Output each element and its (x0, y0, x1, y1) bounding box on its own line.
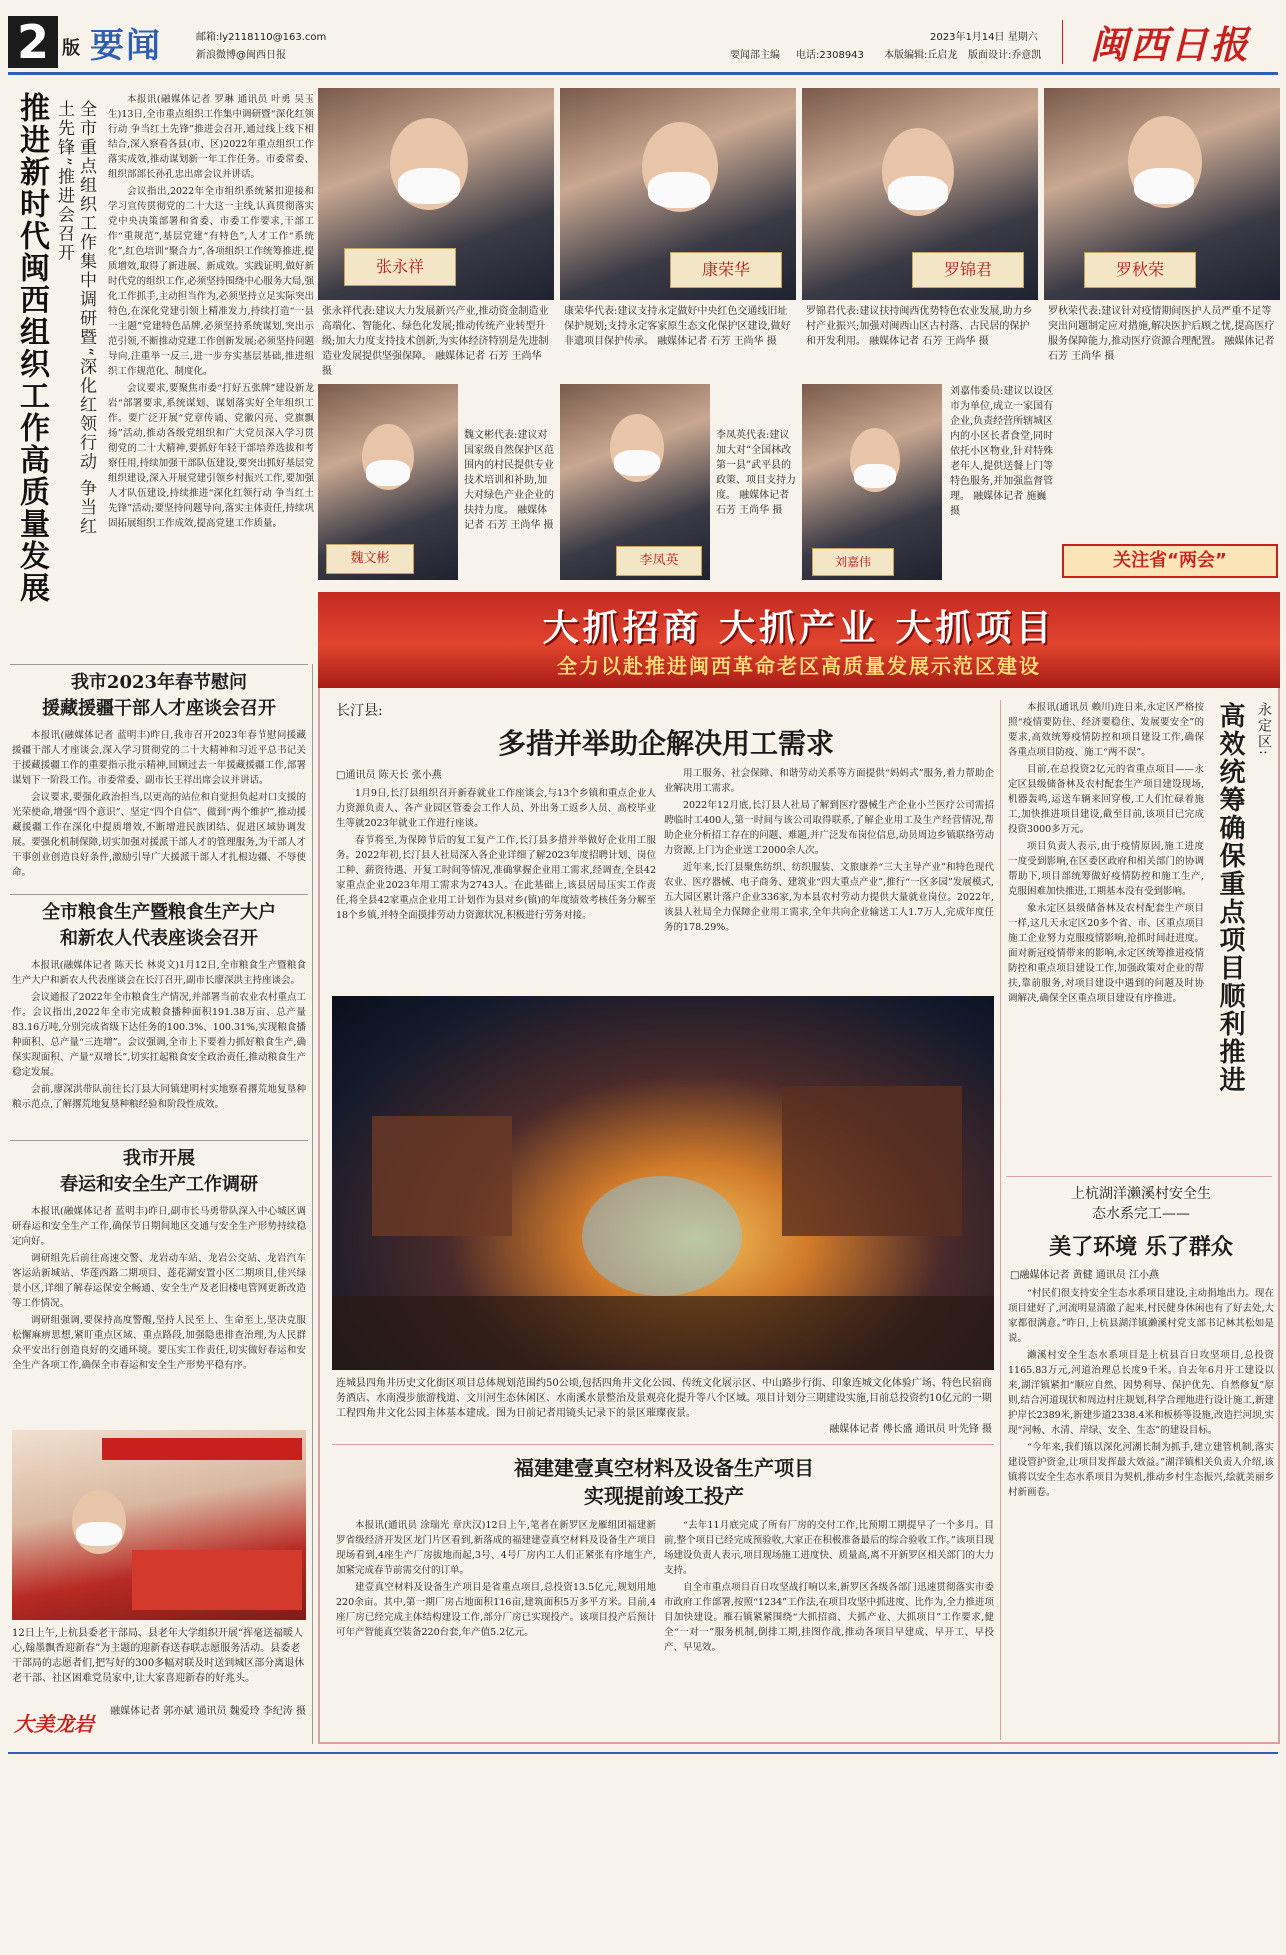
page-number: 2 (16, 15, 49, 69)
date: 2023年1月14日 星期六 (930, 32, 1038, 43)
photo-caption-5: 魏文彬代表:建议对国家级自然保护区范围内的村民提供专业技术培训和补助,加大对绿色产业企业的扶持力度。 融媒体记者 石芳 王尚华 摄 (464, 430, 554, 531)
article8-body-col2 (664, 1518, 994, 1738)
article3-title-line1: 全市粮食生产暨粮食生产大户 (42, 902, 276, 923)
photo-caption-6: 李凤英代表:建议加大对“全国林改第一县”武平县的政策、项目支持力度。 融媒体记者 石芳 王尚华 摄 (716, 430, 796, 516)
focus-two-sessions-tag (1062, 544, 1278, 578)
article2-title-line1: 我市2023年春节慰问 (70, 672, 248, 693)
banner-line1: 大抓招商 大抓产业 大抓项目 (542, 607, 1056, 649)
masthead-divider (1062, 20, 1063, 64)
email: 邮箱:ly2118110@163.com (196, 32, 327, 43)
article8-title-line1: 福建建壹真空材料及设备生产项目 (514, 1456, 814, 1480)
duty-editor: 本版编辑:丘启龙 (884, 50, 958, 61)
article4-title (10, 1146, 308, 1198)
banner-line2: 全力以赴推进闽西革命老区高质量发展示范区建设 (557, 654, 1041, 678)
article8-title-line2: 实现提前竣工投产 (584, 1484, 744, 1508)
photo-delegate-1 (318, 88, 554, 300)
article5-byline: □通讯员 陈天长 张小燕 (336, 770, 442, 781)
left-rule-1 (10, 664, 308, 665)
paragraph: 近年来,长汀县聚焦纺织、纺织服装、文旅康养“三大主导产业”和特色现代农业、医疗器械、电子商务、建筑业“四大重点产业”,推行“一区多园”发展模式,五大园区累计落户企业336家,为本县农村劳动力提供大量就业岗位。2022年,该县人社局全力保障企业用工需求,全年共向企业输送工人1.7万人,完成年度任务的178.29%。 (664, 862, 994, 933)
photo-calligraphy-caption: 12日上午,上杭县委老干部局、县老年大学组织开展“挥毫送福暖人心,翰墨飘香迎新春”为主题的迎新春送春联志愿服务活动。县委老干部局的志愿者们,把写好的300多幅对联及时送到城区部分离退休老干部、社区困难党员家中,让大家喜迎新春的好兆头。 (12, 1628, 305, 1684)
name-plate: 康荣华 (670, 252, 782, 288)
paragraph: 会前,廖深洪带队前往长汀县大同镇建明村实地察看撂荒地复垦种粮示范点,了解撂荒地复垦种粮经验和阶段性成效。 (12, 1084, 306, 1110)
photo-banner (102, 1438, 302, 1460)
article7-title: 美了环境 乐了群众 (1049, 1234, 1233, 1260)
article5-title: 多措并举助企解决用工需求 (497, 727, 834, 760)
name-plate: 罗秋荣 (1084, 252, 1196, 288)
article1-title: 推进新时代闽西组织工作高质量发展 (14, 92, 49, 604)
phone: 电话:2308943 (796, 50, 864, 61)
right-rule (1006, 1176, 1272, 1177)
article3-body (12, 958, 306, 1136)
paragraph: 本报讯(融媒体记者 蓝明丰)昨日,我市召开2023年春节慰问援藏援疆干部人才座谈会,深入学习贯彻党的二十大精神和习近平总书记关于援藏援疆工作的重要指示批示精神,回顾过去一年援藏援疆工作,部署谋划下一阶段工作。市委常委、副市长王祥出席会议并讲话。 (12, 730, 306, 786)
paragraph: 本报讯(融媒体记者 罗琳 通讯员 叶勇 吴玉生)13日,全市重点组织工作集中调研暨“深化红领行动 争当红土先锋”推进会召开,通过线上线下相结合,深入察看各县(市、区)2022年重点组织工作落实成效,推动谋划新一年工作任务。市委常委、组织部部长孙孔忠出席会议并讲话。 (108, 94, 314, 180)
article4-title-line2: 春运和安全生产工作调研 (60, 1174, 258, 1195)
article2-title-line2: 援藏援疆干部人才座谈会召开 (42, 698, 276, 719)
article1-subtitle-2: 全市重点组织工作集中调研暨“深化红领行动 争当红 (76, 100, 96, 537)
photo-delegate-2 (560, 88, 796, 300)
paragraph: 会议要求,要聚焦市委“打好五张牌”建设新龙岩“部署要求,系统谋划、谋划落实好全年组织工作。要广泛开展“党章传诵、党徽闪亮、党旗飘扬”活动,推动各级党组织和广大党员深入学习贯彻党的二十大精神,要抓好年轻干部培养选拔和考察任用,持续加强干部队伍建设,要突出抓好基层党组织建设,深入开展党建引领乡村振兴工作,要加强人才队伍建设,持续推进“深化红领行动 争当红土先锋”活动;要坚持问题导向,落实主体责任,持续巩固拓展组织工作成效,提高党建工作质量。 (108, 383, 314, 529)
feature-banner (318, 592, 1280, 688)
left-rule-2 (10, 894, 308, 895)
page-number-badge (8, 16, 58, 68)
article7-kicker-line1: 上杭湖洋濑溪村安全生 (1071, 1186, 1211, 1202)
article2-body (12, 728, 306, 890)
paragraph: 本报讯(融媒体记者 陈天长 林炎文)1月12日,全市粮食生产暨粮食生产大户和新农人代表座谈会在长汀召开,副市长廖深洪主持座谈会。 (12, 960, 306, 986)
paragraph: “去年11月底完成了所有厂房的交付工作,比预期工期提早了一个多月。目前,整个项目已经完成预验收,大家正在积极准备最后的综合验收工作。”该项目现场建设负责人表示,项目现场施工进度快、质量高,离不开新罗区相关部门的大力支持。 (664, 1520, 994, 1576)
paragraph: 象永定区县级储备林及农村配套生产项目一样,这几天永定区20多个省、市、区重点项目施工企业努力克服疫情影响,抢抓时间赶进度。面对新冠疫情带来的影响,永定区统筹推进疫情防控和重点项目建设工作,加强政策对企业的帮扶,靠前服务,对项目建设中遇到的问题及时协调解决,确保全区重点项目建设有序推进。 (1008, 903, 1204, 1004)
name-plate: 张永祥 (344, 248, 456, 286)
photo-caption-2: 康荣华代表:建议支持永定做好中央红色交通线旧址保护规划;支持永定客家原生态文化保护区建设,做好非遗项目保护传承。 融媒体记者 石芳 王尚华 摄 (564, 306, 791, 347)
name-plate: 刘嘉伟 (812, 548, 894, 576)
designer: 版面设计:乔意凯 (968, 50, 1042, 61)
paragraph: 1月9日,长汀县组织召开新春就业工作座谈会,与13个乡镇和重点企业人力资源负责人、各产业园区管委会工作人员、外出务工返乡人员、高校毕业生等就2023年就业工作进行座谈。 (336, 788, 656, 829)
article3-title-line2: 和新农人代表座谈会召开 (60, 928, 258, 949)
left-rule-3 (10, 1140, 308, 1141)
photo-delegate-5 (318, 384, 458, 580)
article5-kicker: 长汀县: (336, 703, 383, 719)
paragraph: 本报讯(通讯员 赖川)连日来,永定区严格按照“疫情要防住、经济要稳住、发展要安全”的要求,高效统筹疫情防控和项目建设工作,确保各重点项目防疫、施工“两不误”。 (1008, 702, 1204, 758)
article6-kicker: 永定区: (1256, 702, 1272, 757)
dameilongyan-logo: 大美龙岩 (14, 1712, 94, 1736)
article4-body (12, 1204, 306, 1420)
paragraph: 自全市重点项目百日攻坚战打响以来,新罗区各级各部门迅速贯彻落实市委市政府工作部署,按照“1234”工作法,在项目攻坚中抓进度、比作为,全力推进项目加快建设。雁石镇紧紧围绕“大抓招商、大抓产业、大抓项目”工作要求,健全“一对一”服务机制,倒排工期,挂图作战,推动各项目早建成、早开工、早投产、早见效。 (664, 1582, 994, 1653)
article1-subtitle-1: 土先锋”推进会召开 (54, 100, 74, 263)
photo-caption-4: 罗秋荣代表:建议针对疫情期间医护人员严重不足等突出问题制定应对措施,解决医护后顾之忧,提高医疗服务保障能力,推动医疗资源合理配置。 融媒体记者 石芳 王尚华 摄 (1048, 306, 1275, 362)
paragraph: 项目负责人表示,由于疫情原因,施工进度一度受到影响,在区委区政府和相关部门的协调帮助下,项目部统筹做好疫情防控和施工生产,克服困难加快推进,工期基本没有受到影响。 (1008, 841, 1204, 897)
photo-night-scene (332, 996, 994, 1370)
article5-body-col2 (664, 766, 994, 990)
name-plate: 魏文彬 (326, 544, 414, 574)
photo-night-caption: 连城县四角井历史文化街区项目总体规划范围约50公顷,包括四角井文化公园、传统文化展示区、中山路步行街、印象连城文化体验广场、特色民宿商务酒店、水南漫步旅游栈道、文川河生态休闲区、水南溪水景整治及景观亮化提升等八个区域。项目计划分三期建设实施,目前总投资约10亿元的一期工程四角井文化公园主体基本建成。图为日前记者用镜头记录下的景区璀璨夜景。 (336, 1378, 992, 1419)
article5-body-col1 (336, 786, 656, 990)
editor: 要闻部主编 (730, 50, 780, 61)
page-suffix: 版 (62, 38, 80, 59)
paragraph: 春节将至,为保障节后的复工复产工作,长汀县多措并举做好企业用工服务。2022年初,长汀县人社局深入各企业详细了解2023年度招聘计划、岗位工种、薪资待遇、开复工时间等情况,准确掌握企业用工需求,经调查,全县42家重点企业2023年用工需求为2743人。在此基础上,该县居局压实工作责任,将全县42家重点企业用工计划作为县对乡(镇)的年度绩效考核任务分解至18个乡镇,并特全面摸排劳动力资源状况,积极进行劳务对接。 (336, 835, 656, 921)
article8-title (336, 1454, 992, 1510)
photo-night-credit: 融媒体记者 傅长盛 通讯员 叶先锋 摄 (829, 1424, 992, 1435)
article6-title: 高效统筹确保重点项目顺利推进 (1215, 702, 1245, 1094)
article6-body (1008, 700, 1204, 1168)
paragraph: 本报讯(融媒体记者 蓝明丰)昨日,副市长马勇带队深入中心城区调研春运和安全生产工作,确保节日期间地区交通与安全生产形势持续稳定向好。 (12, 1206, 306, 1247)
article7-byline: □融媒体记者 黄健 通讯员 江小燕 (1010, 1270, 1159, 1281)
paragraph: 会议通报了2022年全市粮食生产情况,并部署当前农业农村重点工作。会议指出,2022年全市完成粮食播种面积191.38万亩、总产量83.16万吨,分别完成省级下达任务的100.3%、100.31%,实现粮食播种面积、总产量“三连增”。会议强调,全市上下要着力抓好粮食生产,确保实现面积、产量“双增长”,切实扛起粮食安全政治责任,推动粮食生产稳定发展。 (12, 992, 306, 1078)
paragraph: 2022年12月底,长汀县人社局了解到医疗器械生产企业小兰医疗公司需招聘临时工400人,第一时间与该公司取得联系,了解企业用工及生产经营情况,帮助企业分析招工存在的问题、难题,并广泛发布岗位信息,动员周边乡镇联络劳动力资源,上门为企业送工2000余人次。 (664, 800, 994, 856)
article2-title (10, 670, 308, 722)
focus-tag-text: 关注省“两会” (1113, 550, 1227, 571)
article3-title (10, 900, 308, 952)
article7-kicker-line2: 态水系完工—— (1092, 1206, 1190, 1222)
masthead (0, 0, 1286, 78)
footer-rule (8, 1752, 1278, 1754)
column-divider (312, 664, 313, 1744)
paragraph: 会议要求,要强化政治担当,以更高的站位和自觉担负起对口支援的光荣使命,增强“四个意识”、坚定“四个自信”、做到“两个维护”,推动援藏援疆工作在深化中提质增效,不断增进民族团结、促进区域协调发展。要强化机制保障,切实加强对援派干部人才的管理服务,为干部人才干事创业创造良好条件,激励引导广大援派干部人才扎根边疆、不辱使命。 (12, 792, 306, 878)
paragraph: “村民们很支持安全生态水系项目建设,主动捐地出力。现在项目建好了,河流明显清澈了起来,村民健身休闲也有了好去处,大家都很满意。”昨日,上杭县湖洋镇濑溪村党支部书记林其松如是说。 (1008, 1288, 1274, 1344)
section-title: 要闻 (90, 26, 162, 66)
paragraph: “今年来,我们镇以深化河湖长制为抓手,建立建管机制,落实建设管护资金,让项目发挥最大效益。”湖洋镇相关负责人介绍,该镇将以安全生态水系项目为契机,推动乡村生态振兴,绘就美丽乡村新画卷。 (1008, 1442, 1274, 1498)
photo-caption-7: 刘嘉伟委员:建议以设区市为单位,成立一家国有企业,负责经营所辖城区内的小区长者食堂,同时依托小区物业,针对特殊老年人,提供送餐上门等特色服务,并加强监督管理。 融媒体记者 施巍 摄 (950, 386, 1054, 517)
paragraph: 目前,在总投资2亿元的省重点项目——永定区县级储备林及农村配套生产项目建设现场,机器轰鸣,运送车辆来回穿梭,工人们忙碌着施工,加快推进项目建设,截至目前,该项目已完成投资3000多万元。 (1008, 764, 1204, 835)
photo-delegate-3 (802, 88, 1038, 300)
paragraph: 调研组先后前往高速交警、龙岩动车站、龙岩公交站、龙岩汽车客运站新城站、华莲西路二期项目、莲花湖安置小区二期项目,佳兴绿景小区,详细了解春运保安全畅通、安全生产及老旧楼电管网更新改造等工作情况。 (12, 1253, 306, 1309)
paragraph: 用工服务、社会保障、和谐劳动关系等方面提供“妈妈式”服务,着力帮助企业解决用工需求。 (664, 768, 994, 794)
photo-calligraphy-credit: 融媒体记者 郭亦斌 通讯员 魏爱玲 李纪涛 摄 (110, 1706, 306, 1717)
article7-body (1008, 1286, 1274, 1738)
name-plate: 罗锦君 (912, 252, 1024, 288)
article4-title-line1: 我市开展 (123, 1148, 195, 1169)
name-plate: 李凤英 (616, 546, 702, 576)
article8-body-col1 (336, 1518, 656, 1738)
photo-delegate-6 (560, 384, 710, 580)
photo-delegate-4 (1044, 88, 1280, 300)
paragraph: 会议指出,2022年全市组织系统紧扣迎接和学习宣传贯彻党的二十大这一主线,认真贯彻落实党中央决策部署和省委、市委工作要求,干部工作“重规范”,基层党建“有特色”,人才工作“系统化”,红色培训“聚合力”,各项组织工作统筹推进,提质增效,取得了新进展、新成效。实践证明,做好新时代党的组织工作,必须坚持围绕中心服务大局,强化工作抓手,主动担当作为,必须坚持立足实际突出特色,在深化党建引领上精准发力,持续打造“一县一主题”党建特色品牌,必须坚持系统谋划,突出示范引领,不断推动党建工作创新发展;必须坚持问题导向,注重举一反三,进一步夯实基层基础,推进组织工作规范化、制度化。 (108, 186, 314, 377)
photo-caption-3: 罗锦君代表:建议扶持闽西优势特色农业发展,助力乡村产业振兴;加强对闽西山区古村落、古民居的保护和开发利用。 融媒体记者 石芳 王尚华 摄 (806, 306, 1033, 347)
masthead-rule (8, 72, 1278, 75)
photo-calligraphy (12, 1430, 306, 1620)
article1-body (108, 92, 314, 652)
mid-rule (332, 1444, 994, 1445)
photo-grid-top (318, 88, 1280, 378)
article7-kicker (1008, 1184, 1274, 1224)
right-divider (1000, 700, 1001, 1740)
paragraph: 建壹真空材料及设备生产项目是省重点项目,总投资13.5亿元,规划用地220余亩。其中,第一期厂房占地面积116亩,建筑面积5万多平方米。目前,4座厂房已经完成主体结构建设工作,部分厂房已实现投产。该项目投产后预计可年产智能真空装备220台套,年产值5.2亿元。 (336, 1582, 656, 1638)
paragraph: 濑溪村安全生态水系项目是上杭县百日攻坚项目,总投资1165.83万元,河道治理总长度9千米。自去年6月开工建设以来,湖洋镇紧扣“顺应自然、因势利导、保护优先、自然修复”原则,结合河道现状和周边村庄规划,科学合理地进行设计施工,新建护岸长2389米,新建步道2338.4米和板桥等设施,改造拦河坝,实现“河畅、水清、岸绿、安全、生态”的建设目标。 (1008, 1350, 1274, 1436)
paper-name-logo: 闽西日报 (1090, 22, 1251, 67)
paragraph: 本报讯(通讯员 涂瑞光 章庆汉)12日上午,笔者在新罗区龙雁组团福建新罗省级经济开发区龙门片区看到,新落成的福建建壹真空材料及设备生产项目现场看到,4座生产厂房拔地而起,3号、4号厂房内工人们正紧张有序地生产,加紧完成春节前需交付的订单。 (336, 1520, 656, 1576)
paragraph: 调研组强调,要保持高度警醒,坚持人民至上、生命至上,坚决克服松懈麻痹思想,紧盯重点区域、重点路段,加强隐患排查治理,为人民群众平安出行创造良好的交通环境。要压实工作责任,切实做好春运和安全生产各项工作,确保全市春运和安全生产形势平稳有序。 (12, 1315, 306, 1371)
photo-caption-1: 张永祥代表:建议大力发展新兴产业,推动资金制造业高端化、智能化、绿色化发展;推动传统产业转型升级;加大力度支持技术创新,为实体经济特别是先进制造业发展提供坚强保障。 融媒体记者 石芳 王尚华 摄 (322, 306, 549, 376)
photo-grid-mid (318, 384, 1280, 586)
weibo: 新浪微博@闽西日报 (196, 50, 286, 61)
photo-delegate-7 (802, 384, 942, 580)
